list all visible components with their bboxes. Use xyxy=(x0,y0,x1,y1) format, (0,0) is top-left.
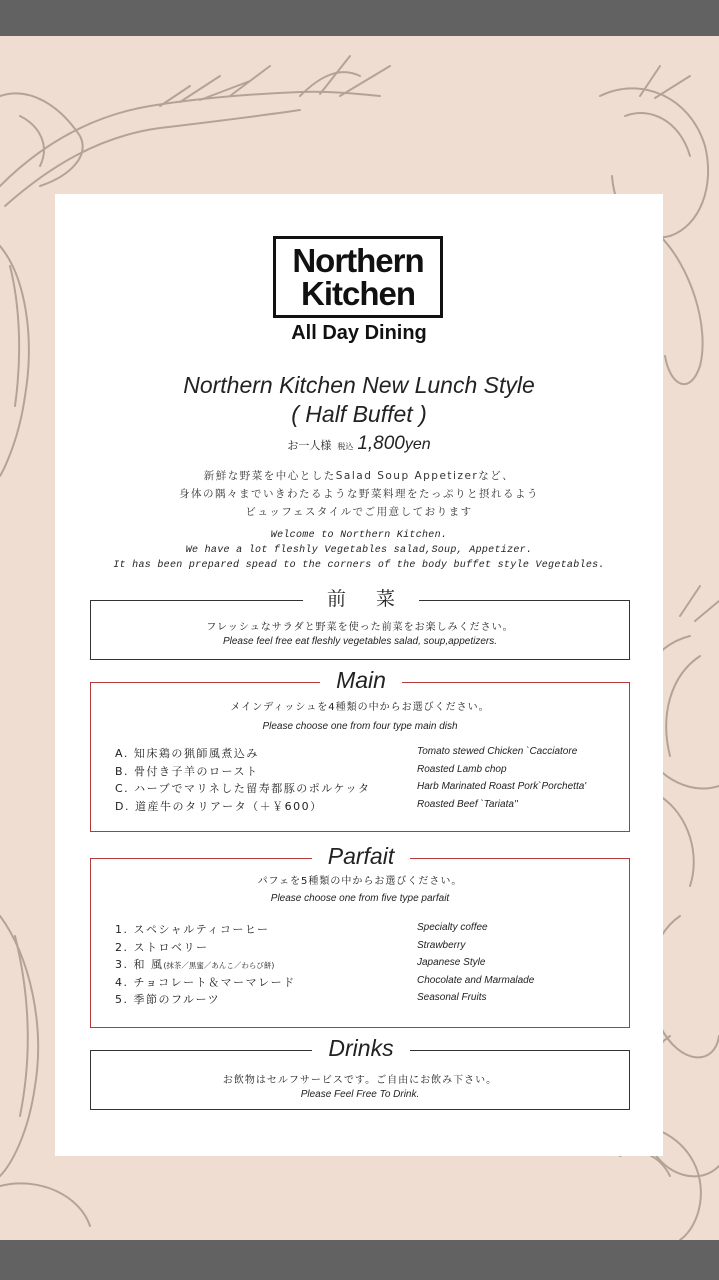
parfait-item-en: Chocolate and Marmalade xyxy=(417,974,535,986)
parfait-description-en: Please choose one from five type parfait xyxy=(270,893,450,904)
parfait-item-en: Strawberry xyxy=(417,939,466,951)
drinks-description-en: Please Feel Free To Drink. xyxy=(300,1089,420,1100)
list-item xyxy=(115,956,615,974)
parfait-item-jp: 5. 季節のフルーツ xyxy=(115,993,221,1006)
parfait-section-title: Parfait xyxy=(312,843,410,869)
intro-jp-line: 新鮮な野菜を中心としたSalad Soup Appetizerなど、 xyxy=(203,470,515,482)
menu-subtitle: ( Half Buffet ) xyxy=(291,401,427,427)
menu-title: Northern Kitchen New Lunch Style xyxy=(183,372,535,398)
main-item-jp: B. 骨付き子羊のロースト xyxy=(115,764,259,778)
main-section-title: Main xyxy=(320,667,402,693)
main-item-jp: C. ハーブでマリネした留寿都豚のポルケッタ xyxy=(115,782,371,795)
bottom-frame-bar xyxy=(0,1240,719,1280)
list-item xyxy=(115,939,615,957)
parfait-item-note: (抹茶／黒蜜／あんこ／わらび餅) xyxy=(163,961,275,970)
drinks-description-jp: お飲物はセルフサービスです。ご自由にお飲み下さい。 xyxy=(222,1075,498,1086)
main-item-en: Roasted Lamb chop xyxy=(417,763,507,775)
main-item-jp: D. 道産牛のタリアータ（＋￥600） xyxy=(115,799,323,813)
logo-line-1: Northern xyxy=(292,242,424,279)
main-item-en: Harb Marinated Roast Pork`Porchetta' xyxy=(417,781,587,792)
list-item xyxy=(115,763,615,781)
intro-en-line: Welcome to Northern Kitchen. xyxy=(270,530,448,541)
intro-jp-line: ビュッフェスタイルでご用意しております xyxy=(245,506,473,518)
list-item xyxy=(115,991,615,1009)
list-item xyxy=(115,745,615,763)
list-item xyxy=(115,921,615,939)
price-amount: 1,800 xyxy=(357,433,405,454)
parfait-item-jp: 2. ストロベリー xyxy=(115,940,209,954)
drinks-section xyxy=(90,1035,630,1110)
main-item-en: Tomato stewed Chicken `Cacciatore xyxy=(417,746,578,757)
appetizer-description-jp: フレッシュなサラダと野菜を使った前菜をお楽しみください。 xyxy=(206,622,514,633)
intro-en-line: It has been prepared spead to the corners of the body buffet style Vegetables. xyxy=(113,560,605,571)
parfait-section xyxy=(90,843,630,1028)
drinks-section-title: Drinks xyxy=(312,1035,409,1061)
parfait-item-jp: 1. スペシャルティコーヒー xyxy=(115,923,270,936)
main-dish-list xyxy=(115,745,615,815)
list-item xyxy=(115,798,615,816)
main-description-en: Please choose one from four type main dish xyxy=(262,721,458,732)
intro-jp-line: 身体の隅々までいきわたるような野菜料理をたっぷりと摂れるよう xyxy=(179,488,539,500)
parfait-item-en: Specialty coffee xyxy=(417,922,488,933)
main-item-jp: A. 知床鶏の猟師風煮込み xyxy=(115,747,259,760)
parfait-item-en: Japanese Style xyxy=(417,957,486,968)
parfait-item-jp: 4. チョコレート＆マーマレード xyxy=(115,975,296,989)
list-item xyxy=(115,974,615,992)
parfait-item-en: Seasonal Fruits xyxy=(417,992,487,1003)
parfait-list xyxy=(115,921,615,1009)
menu-card xyxy=(55,194,663,1156)
list-item xyxy=(115,780,615,798)
appetizer-description-en: Please feel free eat fleshly vegetables salad, soup,appetizers. xyxy=(222,636,498,647)
price-unit: yen xyxy=(404,436,431,453)
top-frame-bar xyxy=(0,0,719,36)
parfait-description-jp: パフェを5種類の中からお選びください。 xyxy=(257,876,463,887)
appetizer-section xyxy=(90,588,630,660)
price xyxy=(55,433,663,455)
main-item-en: Roasted Beef `Tariata'' xyxy=(417,798,518,810)
main-section xyxy=(90,667,630,832)
menu-background xyxy=(0,36,719,1240)
main-description-jp: メインディッシュを4種類の中からお選びください。 xyxy=(230,702,490,713)
logo-line-2: Kitchen xyxy=(300,275,415,312)
parfait-item-jp: 3. 和 風 xyxy=(115,958,164,971)
logo xyxy=(273,236,443,318)
price-tax-label: 税込 xyxy=(337,442,354,451)
appetizer-section-title: 前 菜 xyxy=(303,588,419,610)
price-per-person: お一人様 xyxy=(287,439,332,452)
intro-en-line: We have a lot fleshly Vegetables salad,Soup, Appetizer. xyxy=(185,545,533,556)
logo-subtitle: All Day Dining xyxy=(291,322,427,344)
